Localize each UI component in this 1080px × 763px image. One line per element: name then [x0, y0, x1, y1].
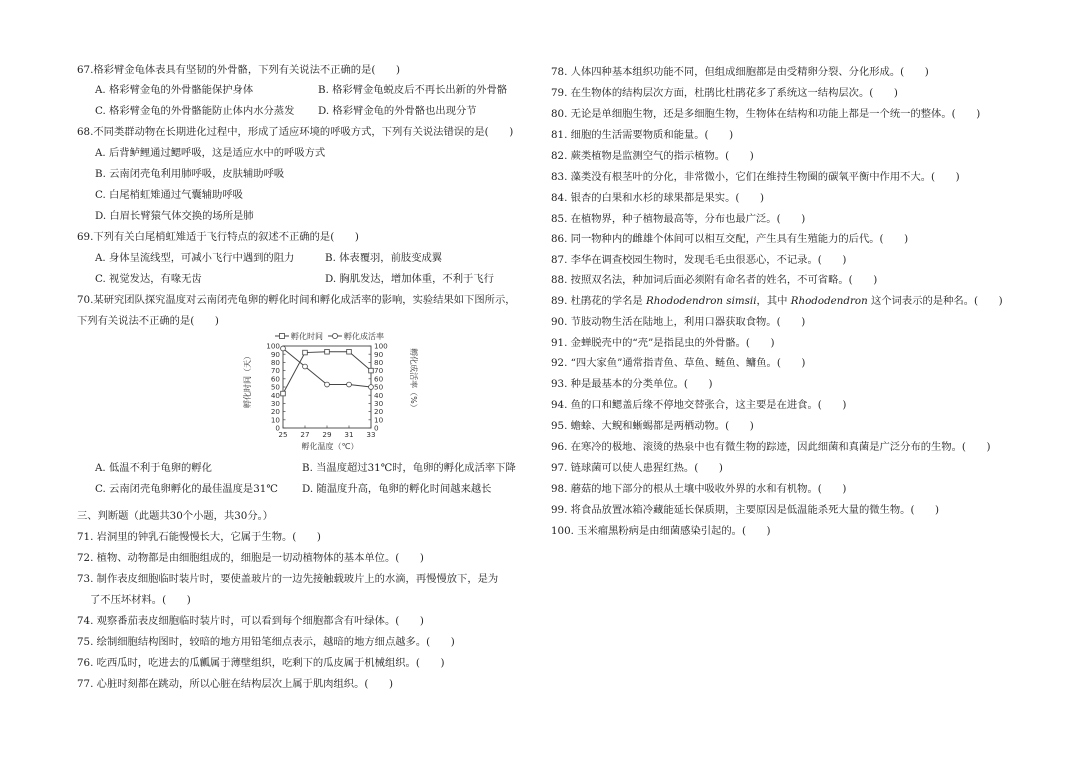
question-71: 71. 岩洞里的钟乳石能慢慢长大，它属于生物。( ): [77, 531, 321, 543]
legend-square-marker: [280, 334, 285, 339]
option-69a: A. 身体呈流线型，可减小飞行中遇到的阻力: [95, 252, 295, 264]
question-89-middle: ，其中: [756, 295, 791, 307]
chart-legend: [275, 331, 384, 341]
y-tick-label-left: 100: [266, 341, 280, 351]
y-tick-label-right: 80: [374, 358, 384, 367]
option-70b: B. 当温度超过31℃时，龟卵的孵化成活率下降: [302, 462, 516, 474]
option-67a: A. 格彩臂金龟的外骨骼能保护身体: [95, 84, 254, 96]
question-73: 73. 制作表皮细胞临时装片时，要使盖玻片的一边先接触载玻片上的水滴，再慢慢放下，是为: [77, 573, 499, 585]
question-68: 68.不同类群动物在长期进化过程中，形成了适应环境的呼吸方式，下列有关说法错误的是( ): [77, 126, 514, 138]
option-67b: B. 格彩臂金龟蜕皮后不再长出新的外骨骼: [318, 84, 508, 96]
x-tick-label: 25: [278, 430, 288, 439]
question-70-line2: 下列有关说法不正确的是( ): [77, 315, 219, 327]
hatching-chart: [243, 330, 418, 452]
x-tick-label: 31: [344, 430, 354, 439]
question-90: 90. 节肢动物生活在陆地上，利用口器获取食物。( ): [551, 316, 806, 328]
option-68c: C. 白尾梢虹雉通过气囊辅助呼吸: [95, 189, 243, 201]
question-95: 95. 蟾蜍、大鲵和蜥蜴都是两栖动物。( ): [551, 420, 754, 432]
question-80: 80. 无论是单细胞生物，还是多细胞生物，生物体在结构和功能上都是一个统一的整体。( ): [551, 108, 981, 120]
option-69c: C. 视觉发达，有喙无齿: [95, 273, 202, 285]
data-point-hatching-rate: [325, 382, 330, 387]
question-99: 99. 将食品放置冰箱冷藏能延长保质期，主要原因是低温能杀死大量的微生物。( ): [551, 504, 940, 516]
y-axis-right-label: 孵化成活率（%）: [409, 348, 418, 412]
question-94: 94. 鱼的口和鳃盖后缘不停地交替张合，这主要是在进食。( ): [551, 399, 847, 411]
question-84: 84. 银杏的白果和水杉的球果都是果实。( ): [551, 192, 765, 204]
y-tick-label-left: 70: [270, 366, 280, 376]
question-98: 98. 蘑菇的地下部分的根从土壤中吸收外界的水和有机物。( ): [551, 483, 847, 495]
option-70c: C. 云南闭壳龟卵孵化的最佳温度是31℃: [95, 483, 278, 495]
question-81: 81. 细胞的生活需要物质和能量。( ): [551, 129, 734, 141]
y-tick-label-left: 0: [275, 423, 280, 433]
question-97: 97. 链球菌可以使人患猩红热。( ): [551, 462, 723, 474]
question-83: 83. 藻类没有根茎叶的分化，非常微小，它们在维持生物圈的碳氧平衡中作用不大。( ): [551, 171, 960, 183]
y-tick-label-left: 40: [270, 390, 280, 400]
chart-plot-area: [266, 342, 388, 439]
option-69b: B. 体表覆羽，前肢变成翼: [325, 252, 443, 264]
question-96: 96. 在寒冷的极地、滚烫的热泉中也有微生物的踪迹，因此细菌和真菌是广泛分布的生物。( ): [551, 441, 991, 453]
section-3-heading: 三、判断题（此题共30个小题，共30分。）: [77, 510, 274, 522]
question-73-line2: 了不压坏材料。( ): [90, 594, 191, 606]
question-85: 85. 在植物界，种子植物最高等，分布也最广泛。( ): [551, 213, 806, 225]
y-tick-label-left: 80: [270, 358, 280, 367]
question-75: 75. 绘制细胞结构图时，较暗的地方用铅笔细点表示，越暗的地方细点越多。( ): [77, 636, 455, 648]
y-tick-label-left: 60: [270, 374, 280, 384]
data-point-hatching-time: [281, 391, 286, 396]
option-70d: D. 随温度升高，龟卵的孵化时间越来越长: [302, 483, 492, 495]
y-tick-label-right: 70: [374, 366, 384, 376]
data-point-hatching-time: [369, 368, 374, 373]
y-tick-label-right: 0: [374, 423, 379, 433]
question-100: 100. 玉米瘤黑粉病是由细菌感染引起的。( ): [551, 525, 771, 537]
data-point-hatching-time: [325, 349, 330, 354]
question-91: 91. 金蝉脱壳中的“壳”是指昆虫的外骨骼。( ): [551, 337, 775, 349]
question-72: 72. 植物、动物都是由细胞组成的，细胞是一切动植物体的基本单位。( ): [77, 552, 424, 564]
y-tick-label-right: 20: [374, 407, 384, 417]
data-point-hatching-rate: [347, 382, 352, 387]
option-70a: A. 低温不利于龟卵的孵化: [95, 462, 212, 474]
y-axis-left-label: 孵化时间（天）: [243, 352, 252, 408]
x-tick-label: 33: [366, 430, 376, 439]
y-tick-label-right: 40: [374, 390, 384, 400]
y-tick-label-right: 50: [374, 382, 384, 392]
question-74: 74. 观察番茄表皮细胞临时装片时，可以看到每个细胞都含有叶绿体。( ): [77, 615, 424, 627]
question-86: 86. 同一物种内的雌雄个体间可以相互交配，产生具有生殖能力的后代。( ): [551, 233, 909, 245]
y-tick-label-left: 20: [270, 407, 280, 417]
scientific-name: Rhododendron simsii: [646, 295, 757, 307]
data-point-hatching-rate: [303, 364, 308, 369]
y-tick-label-right: 30: [374, 399, 384, 408]
question-82: 82. 蕨类植物是监测空气的指示植物。( ): [551, 150, 754, 162]
option-68d: D. 白眉长臂猿气体交换的场所是肺: [95, 210, 254, 222]
legend-label-time: 孵化时间: [291, 332, 323, 341]
x-axis-label: 孵化温度（℃）: [301, 442, 359, 451]
data-point-hatching-rate: [369, 385, 374, 390]
y-tick-label-right: 100: [374, 341, 388, 351]
y-tick-label-right: 90: [374, 349, 384, 359]
y-tick-label-left: 10: [270, 415, 280, 425]
question-87: 87. 李华在调查校园生物时，发现毛毛虫很恶心，不记录。( ): [551, 254, 847, 266]
y-tick-label-left: 90: [270, 349, 280, 359]
question-76: 76. 吃西瓜时，吃进去的瓜瓤属于薄壁组织，吃剩下的瓜皮属于机械组织。( ): [77, 657, 445, 669]
data-point-hatching-time: [347, 349, 352, 354]
question-92: 92. “四大家鱼”通常指青鱼、草鱼、鲢鱼、鳙鱼。( ): [551, 357, 806, 369]
question-69: 69.下列有关白尾梢虹雉适于飞行特点的叙述不正确的是( ): [77, 231, 359, 243]
question-70: 70.某研究团队探究温度对云南闭壳龟卵的孵化时间和孵化成活率的影响，实验结果如下图所示，: [77, 294, 516, 306]
x-tick-label: 27: [300, 430, 310, 439]
question-88: 88. 按照双名法，种加词后面必须附有命名者的姓名，不可省略。( ): [551, 274, 878, 286]
data-point-hatching-rate: [281, 346, 286, 351]
y-tick-label-left: 30: [270, 399, 280, 408]
question-78: 78. 人体四种基本组织功能不同，但组成细胞都是由受精卵分裂、分化形成。( ): [551, 66, 929, 78]
question-79: 79. 在生物体的结构层次方面，杜鹃比杜鹃花多了系统这一结构层次。( ): [551, 87, 898, 99]
question-67: 67.格彩臂金龟体表具有坚韧的外骨骼，下列有关说法不正确的是( ): [77, 64, 401, 76]
y-tick-label-right: 10: [374, 415, 384, 425]
y-tick-label-right: 60: [374, 374, 384, 384]
option-67d: D. 格彩臂金龟的外骨骼也出现分节: [318, 105, 477, 117]
question-89: [551, 294, 1003, 308]
option-68a: A. 后背鲈鲤通过鳃呼吸，这是适应水中的呼吸方式: [95, 147, 326, 159]
genus-name: Rhododendron: [790, 295, 868, 307]
x-tick-label: 29: [322, 430, 332, 439]
data-point-hatching-time: [303, 350, 308, 355]
question-93: 93. 种是最基本的分类单位。( ): [551, 378, 713, 390]
option-69d: D. 胸肌发达，增加体重，不利于飞行: [325, 273, 494, 285]
question-89-suffix: 这个词表示的是种名。( ): [867, 295, 1003, 307]
legend-label-rate: 孵化成活率: [344, 332, 384, 341]
option-67c: C. 格彩臂金龟的外骨骼能防止体内水分蒸发: [95, 105, 295, 117]
y-tick-label-left: 50: [270, 382, 280, 392]
legend-circle-marker: [332, 333, 337, 338]
question-89-prefix: 89. 杜鹃花的学名是: [551, 295, 646, 307]
option-68b: B. 云南闭壳龟利用肺呼吸，皮肤辅助呼吸: [95, 168, 285, 180]
question-77: 77. 心脏时刻都在跳动，所以心脏在结构层次上属于肌肉组织。( ): [77, 678, 393, 690]
